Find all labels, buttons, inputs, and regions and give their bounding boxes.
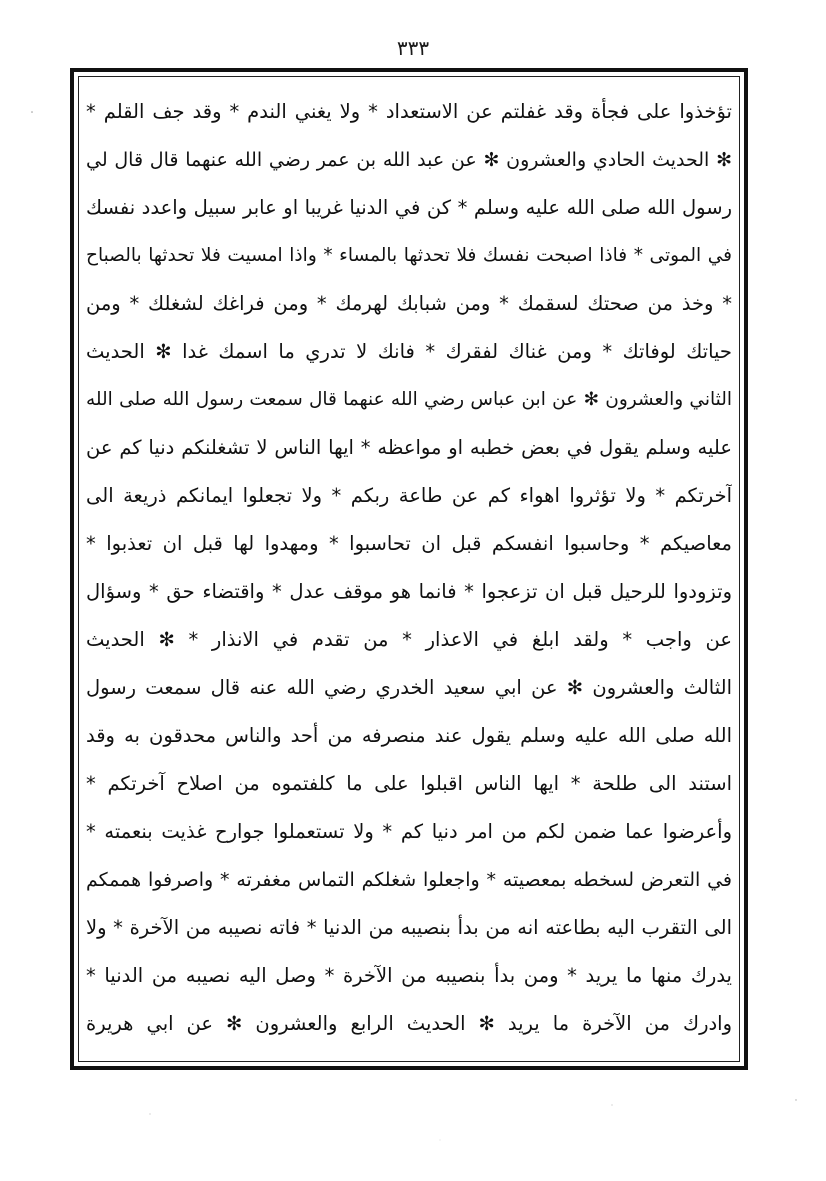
text-line: عليه وسلم يقول في بعض خطبه او مواعظه * ايها الناس لا تشغلنكم دنيا كم عن xyxy=(86,436,732,459)
text-line: رسول الله صلى الله عليه وسلم * كن في الدنيا غريبا او عابر سبيل واعدد نفسك xyxy=(86,196,732,219)
text-line: تؤخذوا على فجأة وقد غفلتم عن الاستعداد * ولا يغني الندم * وقد جف القلم * xyxy=(86,100,732,123)
text-line: يدرك منها ما يريد * ومن بدأ بنصيبه من الآخرة * وصل اليه نصيبه من الدنيا * xyxy=(86,964,732,987)
text-line: عن واجب * ولقد ابلغ في الاعذار * من تقدم في الانذار * ✻ الحديث xyxy=(86,628,732,651)
text-line: آخرتكم * ولا تؤثروا اهواء كم عن طاعة ربكم * ولا تجعلوا ايمانكم ذريعة الى xyxy=(86,484,732,507)
text-line: وتزودوا للرحيل قبل ان تزعجوا * فانما هو موقف عدل * واقتضاء حق * وسؤال xyxy=(86,580,732,603)
text-line: حياتك لوفاتك * ومن غناك لفقرك * فانك لا تدري ما اسمك غدا ✻ الحديث xyxy=(86,340,732,363)
text-line: وأعرضوا عما ضمن لكم من امر دنيا كم * ولا تستعملوا جوارح غذيت بنعمته * xyxy=(86,820,732,843)
page-number: ٣٣٣ xyxy=(396,36,430,60)
text-line: معاصيكم * وحاسبوا انفسكم قبل ان تحاسبوا * ومهدوا لها قبل ان تعذبوا * xyxy=(86,532,732,555)
text-line: * وخذ من صحتك لسقمك * ومن شبابك لهرمك * ومن فراغك لشغلك * ومن xyxy=(86,292,732,315)
text-line: الى التقرب اليه بطاعته انه من بدأ بنصيبه من الدنيا * فاته نصيبه من الآخرة * ولا xyxy=(86,916,732,939)
hadith-text-block xyxy=(86,98,732,1038)
text-line: وادرك من الآخرة ما يريد ✻ الحديث الرابع والعشرون ✻ عن ابي هريرة xyxy=(86,1012,732,1035)
text-line: الله صلى الله عليه وسلم يقول عند منصرفه من أحد والناس محدقون به وقد xyxy=(86,724,732,747)
text-line: في التعرض لسخطه بمعصيته * واجعلوا شغلكم التماس مغفرته * واصرفوا هممكم xyxy=(86,869,732,891)
text-line: استند الى طلحة * ايها الناس اقبلوا على ما كلفتموه من اصلاح آخرتكم * xyxy=(86,772,732,795)
text-line: في الموتى * فاذا اصبحت نفسك فلا تحدثها بالمساء * واذا امسيت فلا تحدثها بالصباح xyxy=(86,245,732,266)
text-line: ✻ الحديث الحادي والعشرون ✻ عن عبد الله بن عمر رضي الله عنهما قال قال لي xyxy=(86,149,732,171)
text-line: الثالث والعشرون ✻ عن ابي سعيد الخدري رضي الله عنه قال سمعت رسول xyxy=(86,676,732,699)
text-line: الثاني والعشرون ✻ عن ابن عباس رضي الله عنهما قال سمعت رسول الله صلى الله xyxy=(86,389,732,410)
